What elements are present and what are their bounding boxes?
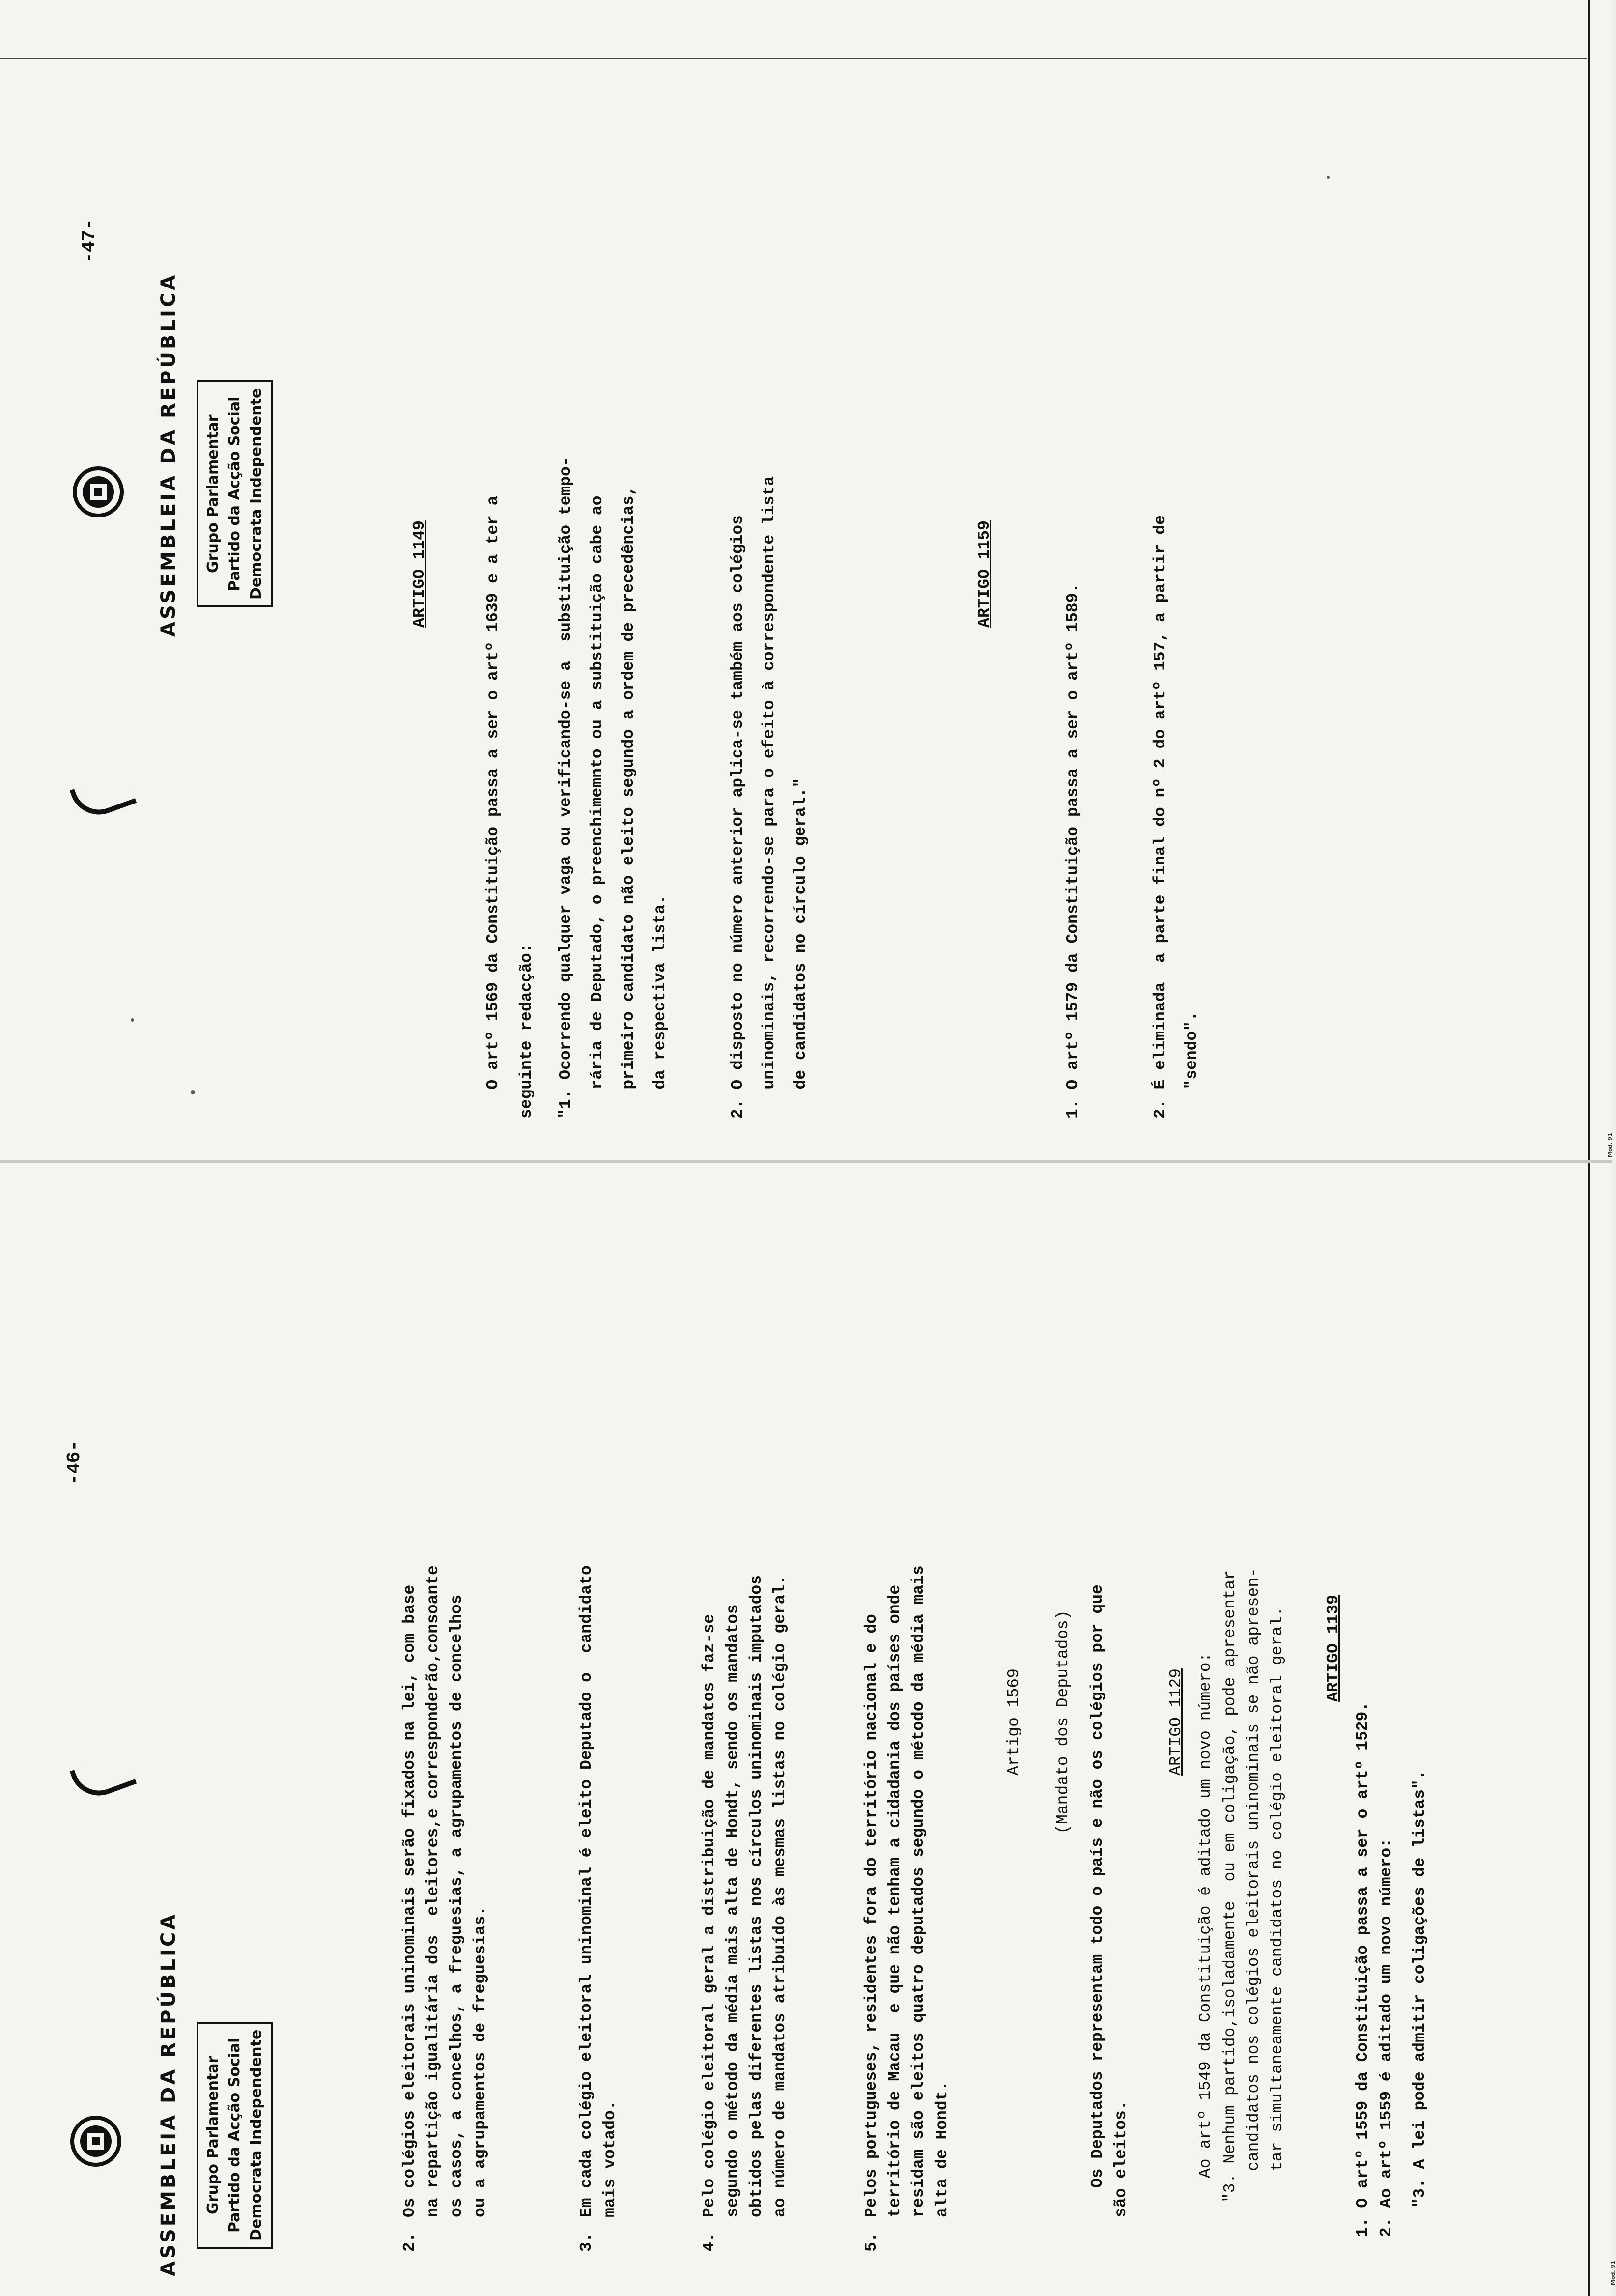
left-page — [0, 1148, 1612, 2296]
article-text — [1086, 1584, 1133, 2217]
article-item-text — [575, 1565, 622, 2217]
text-line: 2. Ao artº 1559 é aditado um novo número: — [1377, 1838, 1395, 2237]
coat-of-arms-icon — [71, 465, 125, 519]
text-line: alta de Hondt. — [933, 2081, 951, 2217]
article-item — [398, 2232, 422, 2252]
article-title: ARTIGO 1159 — [975, 520, 993, 628]
article-item — [550, 457, 676, 1119]
article-item-text — [698, 1575, 792, 2217]
article-item-text — [860, 1565, 954, 2217]
text-line: da respectiva lista. — [651, 894, 669, 1119]
text-line: uninominais, recorrendo-se para o efeito à correspondente lista — [760, 476, 778, 1119]
text-line: obtidos pelas diferentes listas nos círculos uninominais imputados — [747, 1575, 765, 2217]
text-line: 2. O disposto no número anterior aplica-se também aos colégios — [729, 515, 747, 1119]
text-line: "sendo". — [1183, 1011, 1201, 1119]
text-line: Os colégios eleitorais uninominais serão fixados na lei, com base — [400, 1584, 419, 2217]
article-title: Artigo 1569 — [1005, 1668, 1023, 1776]
text-line: Os Deputados representam todo o país e não os colégios por que — [1088, 1584, 1106, 2188]
item-number: 2. — [400, 2232, 419, 2252]
scan-bracket-mark — [70, 771, 137, 823]
article-text — [1351, 1702, 1432, 2237]
group-line: Partido da Acção Social — [226, 396, 243, 592]
text-line: ao número de mandatos atribuído às mesmas listas no colégio geral. — [771, 1575, 789, 2217]
text-line: tar simultaneamente candidatos no colégio eleitoral geral. — [1268, 1607, 1286, 2171]
article-item — [698, 2232, 721, 2252]
article-title: ARTIGO 1129 — [1167, 1668, 1185, 1776]
text-line: Pelo colégio eleitoral geral a distribuição de mandatos faz-se — [700, 1614, 718, 2217]
institution-name: ASSEMBLEIA DA REPÚBLICA — [157, 272, 180, 637]
text-line: "3. A lei pode admitir coligações de listas". — [1411, 1770, 1429, 2237]
page-number: -46- — [64, 1440, 85, 1485]
text-line: residam são eleitos quatro deputados segundo o método da média mais — [909, 1565, 928, 2217]
text-line: Pelos portugueses, residentes fora do território nacional e do — [862, 1614, 880, 2217]
article-item — [575, 2232, 598, 2252]
group-line: Partido da Acção Social — [226, 2038, 243, 2233]
text-line: 1. O artº 1559 da Constituição passa a ser o artº 1529. — [1354, 1701, 1372, 2237]
article-item — [860, 2232, 883, 2252]
text-line: "3. Nenhum partido,isoladamente ou em coligação, pode apresentar — [1221, 1570, 1239, 2203]
text-line: os casos, a concelhos, a freguesias, a agrupamentos de concelhos — [448, 1594, 466, 2217]
group-line: Democrata Independente — [248, 388, 265, 600]
text-line: são eleitos. — [1112, 2100, 1130, 2217]
parliamentary-group-box — [197, 2022, 273, 2249]
scan-bracket-mark — [70, 1751, 137, 1804]
article-title: ARTIGO 1149 — [410, 520, 428, 628]
text-line: mais votado. — [601, 2100, 619, 2217]
page-number: -47- — [79, 218, 100, 263]
text-line: Em cada colégio eleitoral uninominal é eleito Deputado o candidato — [577, 1565, 595, 2217]
text-line: de candidatos no círculo geral." — [792, 777, 810, 1119]
item-number: 3. — [577, 2232, 595, 2252]
group-line: Grupo Parlamentar — [204, 2056, 222, 2215]
text-line: 1. O artº 1579 da Constituição passa a ser o artº 1589. — [1064, 583, 1082, 1119]
article-subtitle: (Mandato dos Deputados) — [1054, 1610, 1072, 1834]
article-item — [722, 476, 817, 1119]
text-line: na repartição igualitária dos eleitores,e corresponderão,consoante — [424, 1565, 442, 2217]
article-quote — [1219, 1568, 1289, 2203]
mod-tag-left: Mod. 91 — [1610, 2261, 1616, 2285]
group-line: Grupo Parlamentar — [204, 414, 222, 574]
article-intro — [482, 496, 539, 1119]
text-line: território de Macau e que não tenham a cidadania dos países onde — [886, 1584, 904, 2217]
coat-of-arms-icon — [69, 2114, 123, 2168]
item-number: 4. — [700, 2232, 718, 2252]
article-item-text — [398, 1565, 492, 2217]
text-line: O artº 1569 da Constituição passa a ser o artº 1639 e a ter a — [484, 495, 502, 1119]
text-line: rária de Deputado, o preenchimemnto ou a substituição cabe ao — [588, 495, 606, 1119]
group-line: Democrata Independente — [248, 2029, 265, 2241]
text-line: ou a agrupamentos de freguesias. — [471, 1906, 489, 2217]
text-line: seguinte redacção: — [517, 943, 536, 1119]
text-line: candidatos nos colégios eleitorais uninominais se não apresen- — [1245, 1568, 1263, 2171]
parliamentary-group-box — [197, 380, 273, 607]
article-item — [1061, 583, 1085, 1119]
right-page — [0, 0, 1612, 1148]
mod-tag-right: Mod. 91 — [1607, 1133, 1613, 1157]
article-title: ARTIGO 1139 — [1324, 1595, 1342, 1702]
article-item — [1145, 515, 1208, 1119]
text-line: primeiro candidato não eleito segundo a ordem de precedências, — [620, 486, 638, 1119]
item-number: 5. — [862, 2232, 880, 2252]
text-line: "1. Ocorrendo qualquer vaga ou verificando-se a substituição tempo- — [557, 457, 575, 1119]
text-line: 2. É eliminada a parte final do nº 2 do artº 157, a partir de — [1151, 515, 1169, 1119]
article-intro: Ao artº 1549 da Constituição é aditado um novo número: — [1196, 1652, 1215, 2178]
text-line: segundo o método da média mais alta de Hondt, sendo os mandatos — [724, 1604, 742, 2217]
institution-name: ASSEMBLEIA DA REPÚBLICA — [157, 1912, 180, 2276]
